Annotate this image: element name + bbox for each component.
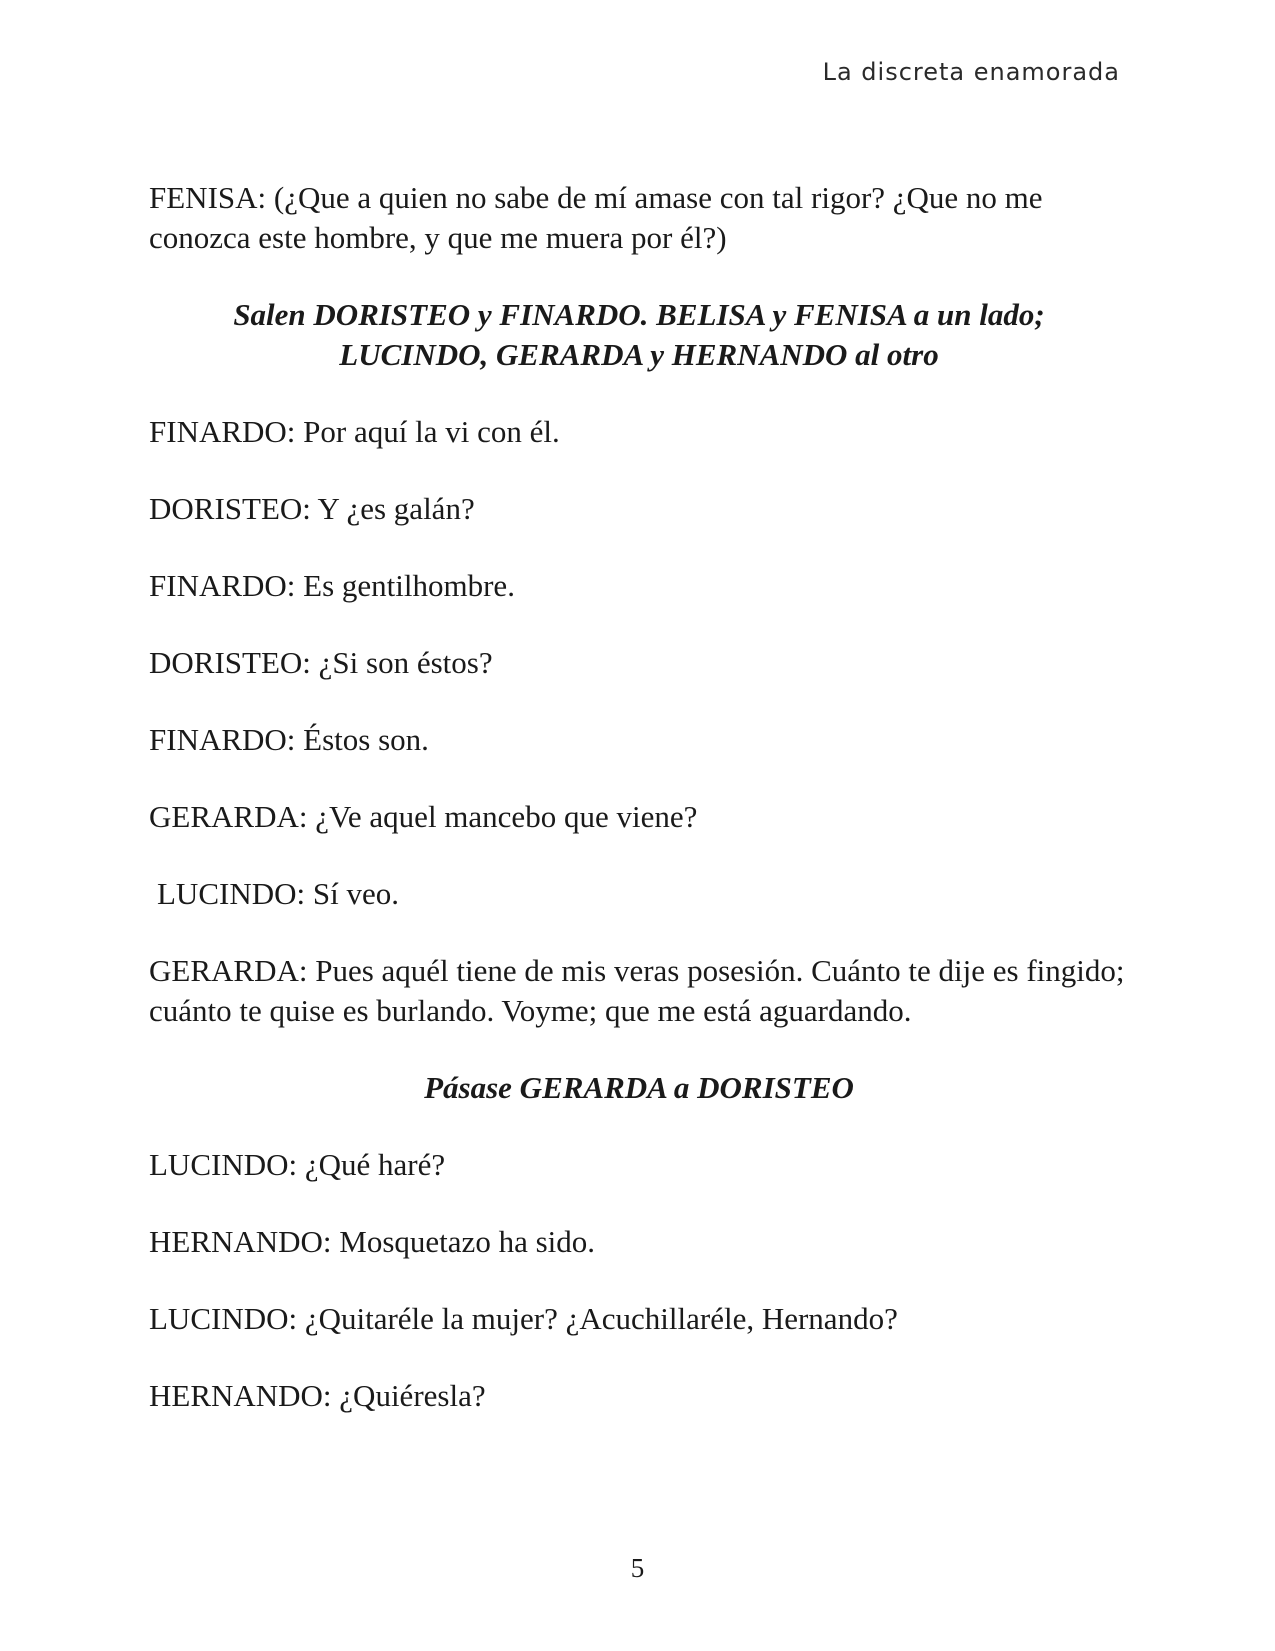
stage-direction-move: Pásase GERARDA a DORISTEO [424,1070,854,1105]
dialogue-line: GERARDA: Pues aquél tiene de mis veras posesión. Cuánto te dije es fingido; cuánto te quise es burlando. Voyme; que me está aguardando. [149,953,1125,1028]
running-header: La discreta enamorada [822,58,1120,86]
dialogue-line: LUCINDO: ¿Qué haré? [149,1147,446,1182]
page-number: 5 [630,1553,645,1583]
stage-direction-line: LUCINDO, GERARDA y HERNANDO al otro [339,337,939,372]
stage-direction-line: Salen DORISTEO y FINARDO. BELISA y FENISA a un lado; [233,297,1045,332]
play-text [149,178,1129,1453]
dialogue-line: FINARDO: Es gentilhombre. [149,568,515,603]
dialogue-line: HERNANDO: ¿Quiéresla? [149,1378,486,1413]
dialogue-line: GERARDA: ¿Ve aquel mancebo que viene? [149,799,698,834]
dialogue-line: FINARDO: Éstos son. [149,722,429,757]
dialogue-line: LUCINDO: Sí veo. [157,876,399,911]
dialogue-line: HERNANDO: Mosquetazo ha sido. [149,1224,596,1259]
dialogue-line: DORISTEO: ¿Si son éstos? [149,645,493,680]
dialogue-line: FINARDO: Por aquí la vi con él. [149,414,560,449]
dialogue-line: DORISTEO: Y ¿es galán? [149,491,475,526]
stage-direction-enter [149,295,1129,375]
dialogue-line: LUCINDO: ¿Quitaréle la mujer? ¿Acuchillaréle, Hernando? [149,1301,898,1336]
dialogue-fenisa: FENISA: (¿Que a quien no sabe de mí amase con tal rigor? ¿Que no me conozca este hombre, y que me muera por él?) [149,180,1043,255]
